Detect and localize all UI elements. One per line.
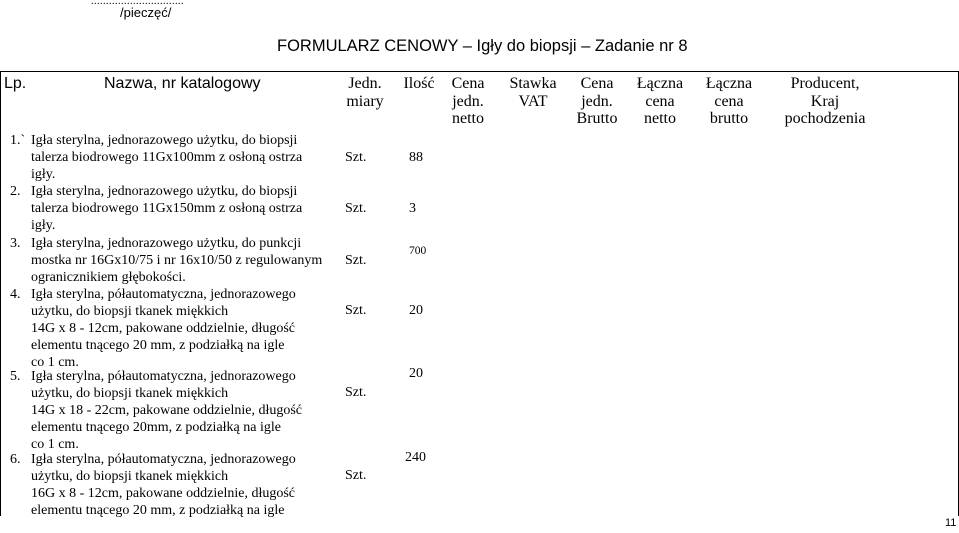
row-2-unit: Szt. xyxy=(345,201,367,216)
row-2-lp: 2. xyxy=(10,184,21,199)
row-6-unit: Szt. xyxy=(345,468,367,483)
table-left-border xyxy=(0,71,1,516)
row-3-unit: Szt. xyxy=(345,253,367,268)
header-net-price: Cena jedn. netto xyxy=(451,75,485,127)
stamp-placeholder-dots: ............................... xyxy=(91,0,184,7)
header-total-net: Łączna cena netto xyxy=(636,75,684,127)
stamp-label: /pieczęć/ xyxy=(120,5,172,20)
header-name: Nazwa, nr katalogowy xyxy=(104,75,261,92)
row-1-description: Igła sterylna, jednorazowego użytku, do biopsji talerza biodrowego 11Gx100mm z osłoną ostrza igły. xyxy=(31,133,303,182)
table-top-border xyxy=(0,71,959,72)
row-5-qty: 20 xyxy=(409,366,423,381)
page-number: 11 xyxy=(945,517,957,529)
row-4-description: Igła sterylna, półautomatyczna, jednorazowego użytku, do biopsji tkanek miękkich 14G x 8 - 12cm, pakowane oddzielnie, długość elementu tnącego 20 mm, z podziałką na igle co 1 cm. xyxy=(31,287,296,370)
header-unit: Jedn. miary xyxy=(346,75,384,110)
row-3-qty: 700 xyxy=(409,245,427,257)
row-4-unit: Szt. xyxy=(345,303,367,318)
header-total-gross: Łączna cena brutto xyxy=(705,75,753,127)
row-5-lp: 5. xyxy=(10,369,21,384)
row-5-description: Igła sterylna, półautomatyczna, jednorazowego użytku, do biopsji tkanek miękkich 14G x 18 - 22cm, pakowane oddzielnie, długość elementu tnącego 20mm, z podziałką na igle co 1 cm. xyxy=(31,369,302,452)
page-title: FORMULARZ CENOWY – Igły do biopsji – Zadanie nr 8 xyxy=(277,37,688,55)
row-6-lp: 6. xyxy=(10,452,21,467)
row-3-lp: 3. xyxy=(10,236,21,251)
row-4-qty: 20 xyxy=(409,303,423,318)
header-qty: Ilość xyxy=(403,75,435,92)
header-lp: Lp. xyxy=(4,75,27,92)
header-producer: Producent, Kraj pochodzenia xyxy=(784,75,866,127)
row-1-unit: Szt. xyxy=(345,150,367,165)
row-3-description: Igła sterylna, jednorazowego użytku, do punkcji mostka nr 16Gx10/75 i nr 16x10/50 z regulowanym ogranicznikiem głębokości. xyxy=(31,236,323,285)
row-1-qty: 88 xyxy=(409,150,423,165)
row-6-description: Igła sterylna, półautomatyczna, jednorazowego użytku, do biopsji tkanek miękkich 16G x 8 - 12cm, pakowane oddzielnie, długość elementu tnącego 20 mm, z podziałką na igle xyxy=(31,452,296,518)
row-2-description: Igła sterylna, jednorazowego użytku, do biopsji talerza biodrowego 11Gx150mm z osłoną ostrza igły. xyxy=(31,184,303,233)
header-gross-price: Cena jedn. Brutto xyxy=(576,75,618,127)
row-1-lp: 1.` xyxy=(10,133,26,148)
row-2-qty: 3 xyxy=(409,201,416,216)
row-5-unit: Szt. xyxy=(345,385,367,400)
header-vat: Stawka VAT xyxy=(509,75,557,110)
row-6-qty: 240 xyxy=(405,450,426,465)
row-4-lp: 4. xyxy=(10,287,21,302)
